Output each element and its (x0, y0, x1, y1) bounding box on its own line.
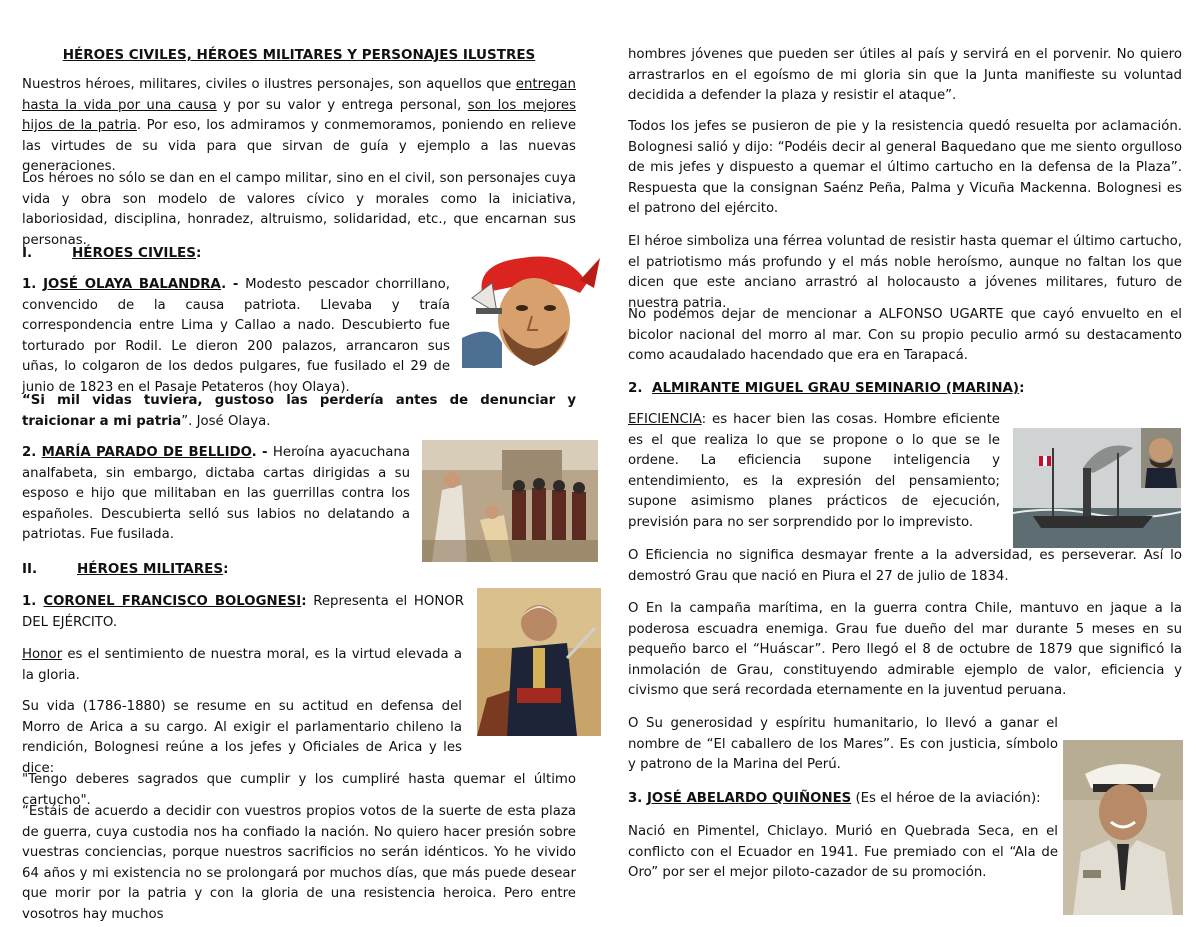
honor-definition (22, 645, 462, 686)
eficiencia-text: : es hacer bien las cosas. Hombre eficiente es el que realiza lo que se propone o lo que se le ordene. La eficiencia supone inteligencia y entendimiento, es la expresión del pensamiento; supone asimismo planes prácticos de ejecución, previsión para no ser sorprendido por lo imprevisto. (628, 412, 1000, 530)
parado-number: 2. (22, 445, 42, 460)
parado-painting-image (422, 440, 598, 562)
section-colon-2: : (223, 561, 229, 577)
quinones-number: 3. (628, 791, 647, 806)
intro-paragraph-2: Los héroes no sólo se dan en el campo militar, sino en el civil, son personajes cuya vida y obra son modelo de valores cívico y morales como la iniciativa, laboriosidad, disciplina, honradez, altruismo, solidaridad, etc., que encarnan sus personas. (22, 171, 576, 248)
honor-text: es el sentimiento de nuestra moral, es la virtud elevada a la gloria. (22, 647, 462, 683)
section-heading-militares (22, 559, 462, 580)
grau-paragraph-2: O Eficiencia no significa desmayar frente a la adversidad, es perseverar. Así lo demostró Grau que nació en Piura el 27 de julio de 1834. (628, 548, 1182, 584)
parado-name: MARÍA PARADO DE BELLIDO (41, 445, 252, 460)
bolognesi-jefes-paragraph: Todos los jefes se pusieron de pie y la resistencia quedó resuelta por aclamación. Bolognesi salió y dijo: “Podéis decir al general Baquedano que me siento orgulloso de mis jefes y dispuesto a quemar el último cartucho en la defensa de la Plaza”. Respuesta que la consignan Saénz Peña, Palma y Vicuña Mackenna. Bolognesi es el patrono del ejército. (628, 119, 1182, 216)
bolognesi-speech-continued: hombres jóvenes que pueden ser útiles al país y servirá en el porvenir. No quiero arrastrarlos en el egoísmo de mi gloria sin que la Junta manifieste su voluntad decidida a defender la plaza y resistir el ataque”. (628, 47, 1182, 103)
olaya-text: Modesto pescador chorrillano, convencido de la causa patriota. Llevaba y traía correspondencia entre Lima y Callao a nado. Descubierto fue torturado por Rodil. Le dieron 200 palazos, arrancaron sus uñas, lo colgaron de los dedos pulgares, fue fusilado el 29 de junio de 1823 en el Pasaje Petateros (hoy Olaya). (22, 277, 450, 395)
parado-text: Heroína ayacuchana analfabeta, sin embargo, dictaba cartas dirigidas a su esposo e hijo que militaban en las guerrillas contra los españoles. Descubierta selló sus labios no delatando a patriotas. Fue fusilada. (22, 445, 410, 542)
intro-underline-1: entregan hasta la vida por una causa (22, 77, 576, 113)
intro-text-a: Nuestros héroes, militares, civiles o ilustres personajes, son aquellos que (22, 77, 516, 92)
olaya-paragraph (22, 275, 450, 398)
intro-underline-2: son los mejores hijos de la patria (22, 97, 576, 133)
bolognesi-speech: “Estáis de acuerdo a decidir con vuestros propios votos de la suerte de esta plaza de guerra, cuya custodia nos ha confiado la nación. No quiero hacer presión sobre vuestras conciencias, porque nuestros sacrificios no serán idénticos. Yo he vivido 64 años y mi existencia no se prolongará por muchos días, que más puede desear que morir por la patria y con la gloria de una resistencia heroica. Pero entre vosotros hay muchos (22, 804, 576, 922)
section-label-2: HÉROES MILITARES (77, 561, 224, 577)
olaya-quote (22, 391, 576, 432)
parado-dash: . - (251, 445, 273, 460)
olaya-portrait-image (462, 238, 602, 368)
honor-word: Honor (22, 647, 63, 662)
eficiencia-word: EFICIENCIA (628, 412, 702, 427)
intro-text-c: . Por eso, los admiramos y conmemoramos, poniendo en relieve las virtudes de su vida para que sirvan de guía y ejemplo a las nuevas generaciones. (22, 118, 576, 174)
bolognesi-life: Su vida (1786-1880) se resume en su actitud en defensa del Morro de Arica a su cargo. Al exigir el parlamentario chileno la rendición, Bolognesi reúne a los jefes y Oficiales de Arica y les dice: (22, 699, 462, 776)
section-number-2: II. (22, 561, 38, 577)
bolognesi-quote: "Tengo deberes sagrados que cumplir y los cumpliré hasta quemar el último cartucho". (22, 772, 576, 808)
quinones-heading (628, 789, 1058, 810)
grau-paragraph-4: O Su generosidad y espíritu humanitario, lo llevó a ganar el nombre de “El caballero de los Mares”. Es con justicia, símbolo y patrono de la Marina del Perú. (628, 716, 1058, 772)
quinones-portrait-image (1063, 740, 1183, 915)
bolognesi-colon: : (301, 594, 307, 609)
section-number: I. (22, 245, 33, 261)
bolognesi-text: Representa el HONOR DEL EJÉRCITO. (22, 594, 465, 630)
section-label: HÉROES CIVILES (72, 245, 196, 261)
olaya-number: 1. (22, 277, 44, 292)
page-title: HÉROES CIVILES, HÉROES MILITARES Y PERSONAJES ILUSTRES (62, 47, 536, 63)
bolognesi-number: 1. (22, 594, 44, 609)
olaya-name: JOSÉ OLAYA BALANDRA (43, 277, 222, 292)
quinones-name: JOSÉ ABELARDO QUIÑONES (646, 791, 852, 806)
grau-paragraph-3: O En la campaña marítima, en la guerra contra Chile, mantuvo en jaque a la poderosa escuadra enemiga. Grau fue dueño del mar durante 5 meses en su pequeño barco el “Huáscar”. Pero llegó el 8 de octubre de 1879 que significó la inmolación de Grau, constituyendo admirable ejemplo de valor, eficiencia y civismo que será recordada eternamente en la juventud peruana. (628, 601, 1182, 698)
bolognesi-name: CORONEL FRANCISCO BOLOGNESI (43, 594, 302, 609)
ugarte-paragraph: No podemos dejar de mencionar a ALFONSO UGARTE que cayó envuelto en el bicolor nacional del morro al mar. Con su propio peculio armó su destacamento como acaudalado hacendado que era en Tarapacá. (628, 307, 1182, 363)
bolognesi-title-paragraph (22, 592, 464, 633)
olaya-quote-attribution: ”. José Olaya. (181, 413, 271, 429)
grau-name: ALMIRANTE MIGUEL GRAU SEMINARIO (MARINA) (652, 380, 1020, 396)
parado-paragraph (22, 443, 410, 546)
intro-text-b: y por su valor y entrega personal, (216, 97, 468, 113)
section-colon: : (196, 245, 202, 261)
grau-ship-image (1013, 428, 1181, 548)
grau-colon: : (1019, 380, 1025, 396)
olaya-quote-text: “Si mil vidas tuviera, gustoso las perdería antes de denunciar y traicionar a mi patria (22, 393, 576, 429)
bolognesi-portrait-image (477, 588, 601, 736)
quinones-note: (Es el héroe de la aviación): (851, 791, 1041, 806)
intro-paragraph-1 (22, 75, 576, 178)
grau-eficiencia-paragraph (628, 410, 1000, 533)
quinones-paragraph: Nació en Pimentel, Chiclayo. Murió en Quebrada Seca, en el conflicto con el Ecuador en 1941. Fue premiado con el “Ala de Oro” por ser el mejor piloto-cazador de su promoción. (628, 824, 1058, 880)
grau-heading (628, 378, 1182, 399)
section-heading-civiles (22, 243, 462, 264)
olaya-dash: . - (221, 277, 246, 292)
bolognesi-simbolo-paragraph: El héroe simboliza una férrea voluntad de resistir hasta quemar el último cartucho, el patriotismo más profundo y el más noble heroísmo, aunque no faltan los que dicen que este anciano arrastró al holocausto a jóvenes militares, futuro de nuestra patria. (628, 234, 1182, 311)
grau-number: 2. (628, 380, 643, 396)
